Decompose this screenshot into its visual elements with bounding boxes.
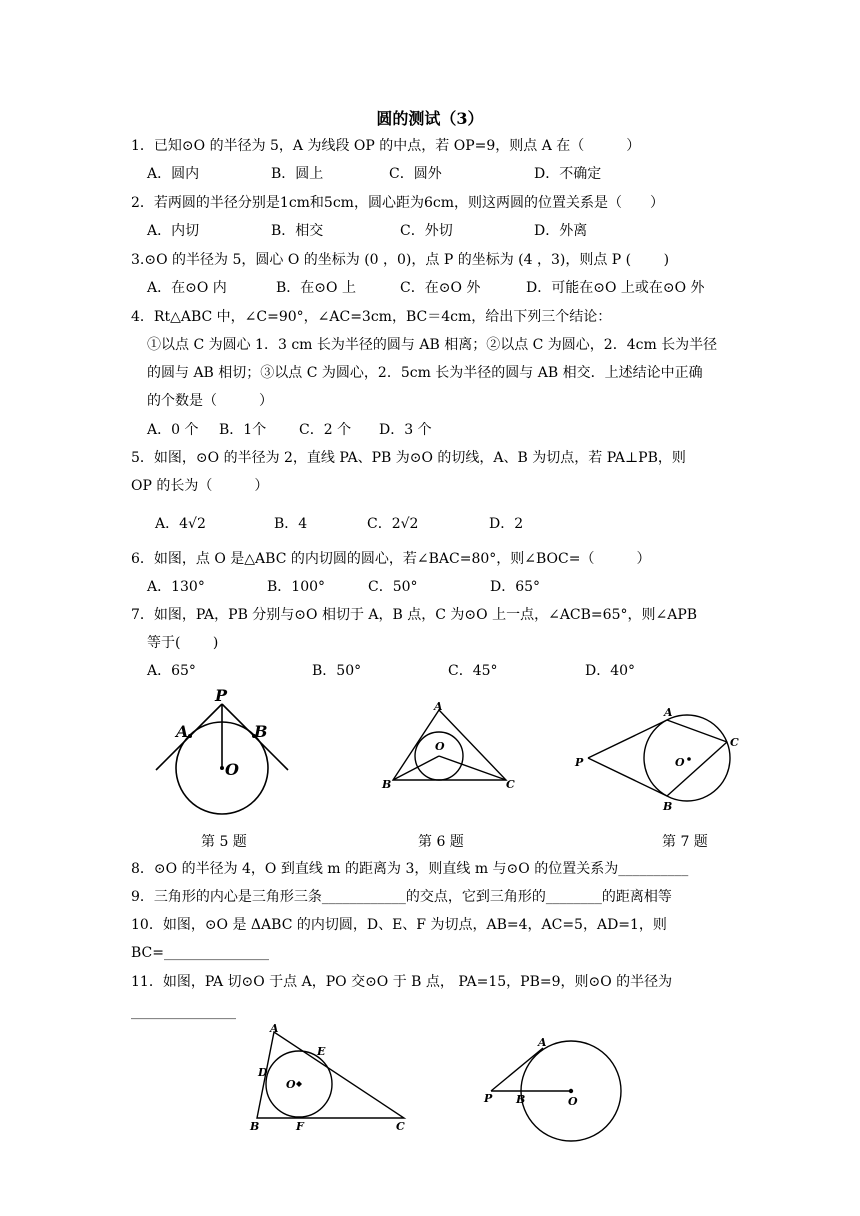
fig6-label-b: B: [382, 778, 392, 791]
q7-option-a: A．65°: [147, 663, 196, 679]
question-6-stem: 6．如图，点 O 是△ABC 的内切圆的圆心，若∠BAC=80°，则∠BOC=（ ）: [131, 551, 651, 567]
fig10-label-f: F: [296, 1120, 304, 1133]
fig5-center-dot: [220, 766, 224, 770]
question-8: 8．⊙O 的半径为 4，O 到直线 m 的距离为 3，则直线 m 与⊙O 的位置关系为__________: [131, 861, 689, 877]
q6-option-a: A．130°: [147, 579, 205, 595]
q3-option-a: A．在⊙O 内: [147, 280, 227, 296]
fig6-label-a: A: [434, 700, 443, 713]
fig5-label-b: B: [254, 722, 268, 741]
question-11-line-1: 11．如图，PA 切⊙O 于点 A，PO 交⊙O 于 B 点， PA=15，PB=9，则⊙O 的半径为: [131, 974, 673, 990]
question-11-line-2: _______________: [131, 1004, 236, 1020]
fig11-label-a: A: [538, 1036, 547, 1049]
question-7-stem: 7．如图，PA，PB 分别与⊙O 相切于 A，B 点，C 为⊙O 上一点，∠ACB=65°，则∠APB: [131, 607, 698, 623]
question-2-stem: 2．若两圆的半径分别是1cm和5cm，圆心距为6cm，则这两圆的位置关系是（ ）: [131, 195, 664, 211]
fig7-label-c: C: [730, 736, 739, 749]
q5-option-d: D．2: [489, 516, 524, 532]
fig10-label-d: D: [258, 1066, 268, 1079]
q4-option-a: A．0 个: [147, 422, 199, 438]
fig6-label-c: C: [506, 778, 515, 791]
fig10-label-o: O: [286, 1078, 296, 1091]
q6-option-c: C．50°: [368, 579, 418, 595]
figure-11: [480, 1030, 630, 1145]
q7-option-d: D．40°: [585, 663, 636, 679]
fig10-label-e: E: [317, 1045, 326, 1058]
fig10-label-a: A: [270, 1022, 279, 1035]
q3-option-c: C．在⊙O 外: [400, 280, 481, 296]
fig11-label-p: P: [484, 1092, 493, 1105]
figure-6-caption: 第 6 题: [418, 834, 464, 850]
fig7-label-o: O: [675, 756, 685, 769]
q5-option-a: A．4√2: [155, 516, 206, 532]
fig11-center-dot: [569, 1089, 573, 1093]
fig10-center-mark: [296, 1081, 302, 1087]
figure-7-caption: 第 7 题: [662, 834, 708, 850]
figure-5-caption: 第 5 题: [201, 834, 247, 850]
q1-option-a: A．圆内: [147, 166, 200, 182]
q2-option-a: A．内切: [147, 223, 200, 239]
fig10-label-c: C: [396, 1120, 405, 1133]
q6-option-b: B．100°: [267, 579, 326, 595]
figure-5: [140, 685, 300, 845]
question-1-stem: 1．已知⊙O 的半径为 5，A 为线段 OP 的中点，若 OP=9，则点 A 在（ ）: [131, 138, 641, 154]
fig7-label-b: B: [663, 800, 673, 813]
fig11-label-o: O: [568, 1095, 578, 1108]
q1-option-c: C．圆外: [389, 166, 442, 182]
q5-option-c: C．2√2: [367, 516, 419, 532]
q4-line-1: ①以点 C 为圆心 1．3 cm 长为半径的圆与 AB 相离；②以点 C 为圆心，2．4cm 长为半径: [147, 337, 718, 353]
q3-option-b: B．在⊙O 上: [276, 280, 356, 296]
question-10-line-1: 10．如图，⊙O 是 ΔABC 的内切圆，D、E、F 为切点，AB=4，AC=5，AD=1，则: [131, 917, 667, 933]
fig7-label-a: A: [664, 706, 673, 719]
q7-option-c: C．45°: [448, 663, 498, 679]
question-5-stem: 5．如图，⊙O 的半径为 2，直线 PA、PB 为⊙O 的切线，A、B 为切点，若 PA⊥PB，则: [131, 450, 686, 466]
question-10-line-2: BC=_______________: [131, 945, 269, 961]
question-4-stem: 4．Rt△ABC 中，∠C=90°，∠AC=3cm，BC＝4cm，给出下列三个结论：: [131, 309, 612, 325]
fig7-tangent-pb: [588, 758, 667, 796]
figure-7: [570, 700, 750, 815]
q3-option-d: D．可能在⊙O 上或在⊙O 外: [526, 280, 705, 296]
q4-line-3: 的个数是（ ）: [147, 393, 273, 409]
question-3-stem: 3.⊙O 的半径为 5，圆心 O 的坐标为 (0 ，0)，点 P 的坐标为 (4 ，3)，则点 P ( ): [131, 252, 670, 268]
q6-option-d: D．65°: [490, 579, 541, 595]
fig5-point-a-dot: [188, 734, 192, 738]
q4-option-d: D．3 个: [379, 422, 432, 438]
q7-option-b: B．50°: [312, 663, 362, 679]
q7-line-2: 等于( ): [147, 635, 219, 651]
fig6-triangle: [393, 710, 506, 780]
fig7-center-dot: [687, 757, 691, 761]
q2-option-b: B．相交: [271, 223, 324, 239]
question-9: 9．三角形的内心是三角形三条____________的交点，它到三角形的________的距离相等: [131, 889, 672, 905]
q5-option-b: B．4: [274, 516, 308, 532]
fig11-tangent-pa: [491, 1048, 543, 1091]
fig7-tangent-pa: [588, 720, 667, 758]
fig6-segment-oc: [439, 756, 506, 780]
fig7-chord-ac: [667, 720, 727, 742]
fig6-label-o: O: [435, 740, 445, 753]
fig10-label-b: B: [250, 1120, 260, 1133]
q2-option-d: D．外离: [534, 223, 588, 239]
q1-option-d: D．不确定: [534, 166, 602, 182]
fig5-label-o: O: [225, 760, 239, 779]
fig6-segment-ob: [393, 756, 439, 780]
figure-6: [378, 700, 528, 795]
q1-option-b: B．圆上: [271, 166, 324, 182]
q2-option-c: C．外切: [400, 223, 453, 239]
fig5-label-a: A: [176, 722, 189, 741]
fig7-label-p: P: [575, 756, 584, 769]
fig11-label-b: B: [516, 1093, 526, 1106]
figure-10: [240, 1020, 420, 1140]
q4-option-c: C．2 个: [299, 422, 352, 438]
fig5-label-p: P: [215, 686, 228, 705]
page-title: 圆的测试（3）: [376, 109, 484, 128]
q4-line-2: 的圆与 AB 相切；③以点 C 为圆心，2．5cm 长为半径的圆与 AB 相交．上述结论中正确: [147, 365, 703, 381]
q4-option-b: B．1个: [219, 422, 267, 438]
q5-line-2: OP 的长为（ ）: [131, 478, 269, 494]
